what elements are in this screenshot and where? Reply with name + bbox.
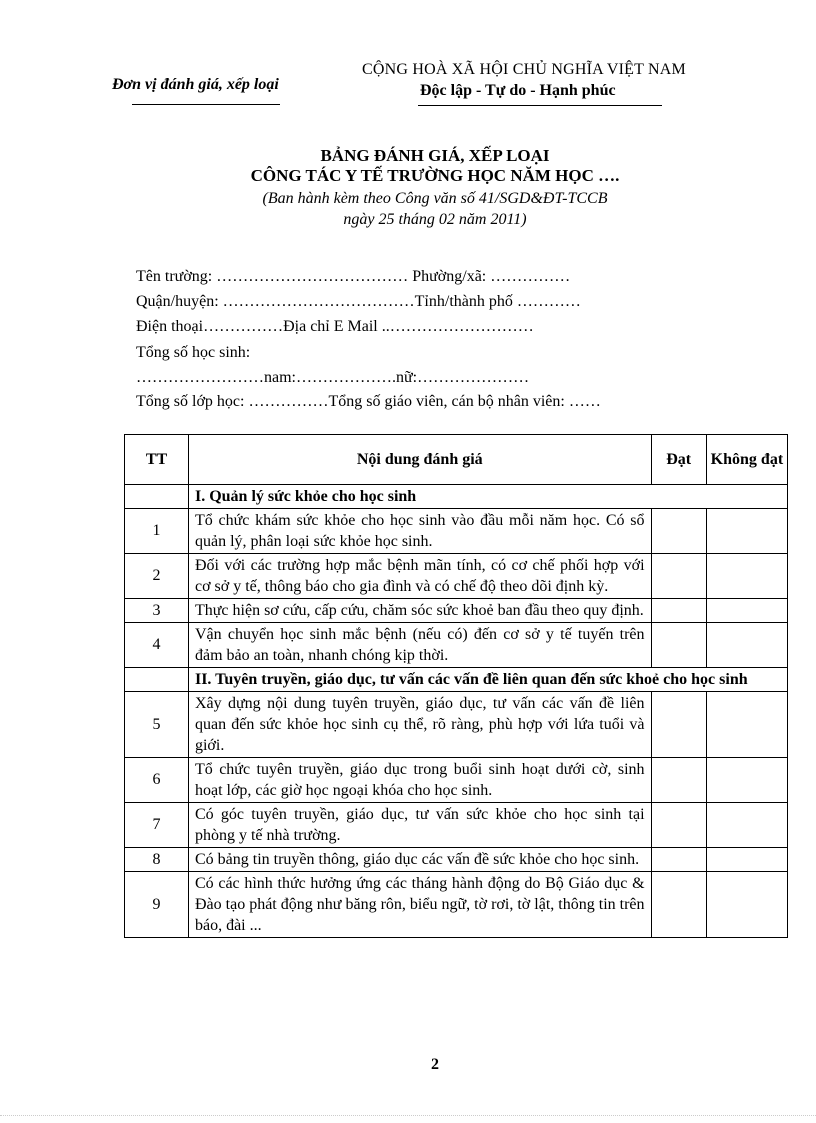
header-dat: Đạt <box>651 435 706 485</box>
table-row <box>125 623 788 668</box>
dat-cell <box>651 758 706 803</box>
page-number: 2 <box>431 1056 439 1073</box>
row-number: 8 <box>125 848 189 872</box>
contact-line: Điện thoại……………Địa chỉ E Mail ..……………………… <box>136 318 534 335</box>
evaluation-table <box>124 434 788 938</box>
row-content: Tổ chức khám sức khỏe cho học sinh vào đầu mỗi năm học. Có sổ quản lý, phân loại sức khỏe học sinh. <box>188 509 651 554</box>
dat-cell <box>651 623 706 668</box>
row-number: 4 <box>125 623 189 668</box>
dat-cell <box>651 509 706 554</box>
khong-dat-cell <box>706 872 787 938</box>
section-title: II. Tuyên truyền, giáo dục, tư vấn các vấn đề liên quan đến sức khoẻ cho học sinh <box>188 668 787 692</box>
table-row <box>125 692 788 758</box>
table-row <box>125 554 788 599</box>
table-row <box>125 803 788 848</box>
header-content: Nội dung đánh giá <box>188 435 651 485</box>
table-section-row <box>125 668 788 692</box>
khong-dat-cell <box>706 509 787 554</box>
row-content: Thực hiện sơ cứu, cấp cứu, chăm sóc sức khoẻ ban đầu theo quy định. <box>188 599 651 623</box>
class-staff-line: Tổng số lớp học: ……………Tổng số giáo viên, cán bộ nhân viên: …… <box>136 393 601 410</box>
table-row <box>125 509 788 554</box>
row-content: Vận chuyển học sinh mắc bệnh (nếu có) đến cơ sở y tế tuyến trên đảm bảo an toàn, nhanh chóng kịp thời. <box>188 623 651 668</box>
table-section-row <box>125 485 788 509</box>
org-underline <box>132 104 280 105</box>
row-number <box>125 668 189 692</box>
header-khong-dat: Không đạt <box>706 435 787 485</box>
national-motto: Độc lập - Tự do - Hạnh phúc <box>420 82 616 99</box>
section-title: I. Quản lý sức khỏe cho học sinh <box>188 485 787 509</box>
khong-dat-cell <box>706 758 787 803</box>
school-name-line: Tên trường: ……………………………… Phường/xã: …………… <box>136 268 571 285</box>
row-number: 3 <box>125 599 189 623</box>
row-content: Có bảng tin truyền thông, giáo dục các vấn đề sức khỏe cho học sinh. <box>188 848 651 872</box>
table-row <box>125 848 788 872</box>
row-content: Có các hình thức hưởng ứng các tháng hành động do Bộ Giáo dục & Đào tạo phát động như băng rôn, biểu ngữ, tờ rơi, tờ lật, thông tin trên báo, đài ... <box>188 872 651 938</box>
district-line: Quận/huyện: ………………………………Tỉnh/thành phố ………… <box>136 293 581 310</box>
row-number: 9 <box>125 872 189 938</box>
khong-dat-cell <box>706 848 787 872</box>
dat-cell <box>651 692 706 758</box>
table-header-row <box>125 435 788 485</box>
khong-dat-cell <box>706 623 787 668</box>
national-title: CỘNG HOÀ XÃ HỘI CHỦ NGHĨA VIỆT NAM <box>362 61 686 78</box>
table-row <box>125 599 788 623</box>
student-total-line: Tổng số học sinh: <box>136 344 251 361</box>
row-content: Xây dựng nội dung tuyên truyền, giáo dục, tư vấn các vấn đề liên quan đến sức khỏe học sinh cụ thể, rõ ràng, phù hợp với lứa tuổi và giới. <box>188 692 651 758</box>
dat-cell <box>651 872 706 938</box>
student-gender-line: ……………………nam:……………….nữ:………………… <box>136 369 530 386</box>
khong-dat-cell <box>706 803 787 848</box>
motto-underline <box>418 105 662 106</box>
dat-cell <box>651 599 706 623</box>
evaluating-unit-label: Đơn vị đánh giá, xếp loại <box>112 76 279 93</box>
table-row <box>125 872 788 938</box>
doc-subtitle-line2: ngày 25 tháng 02 năm 2011) <box>343 211 527 228</box>
table-row <box>125 758 788 803</box>
doc-title-line1: BẢNG ĐÁNH GIÁ, XẾP LOẠI <box>320 146 550 165</box>
row-number: 5 <box>125 692 189 758</box>
doc-subtitle-line1: (Ban hành kèm theo Công văn số 41/SGD&ĐT-TCCB <box>262 190 608 207</box>
row-content: Có góc tuyên truyền, giáo dục, tư vấn sức khỏe cho học sinh tại phòng y tế nhà trường. <box>188 803 651 848</box>
dat-cell <box>651 848 706 872</box>
row-number: 7 <box>125 803 189 848</box>
khong-dat-cell <box>706 554 787 599</box>
doc-title-line2: CÔNG TÁC Y TẾ TRƯỜNG HỌC NĂM HỌC …. <box>250 166 620 185</box>
page-bottom-divider <box>0 1115 816 1116</box>
row-content: Tổ chức tuyên truyền, giáo dục trong buổi sinh hoạt dưới cờ, sinh hoạt lớp, các giờ học ngoại khóa cho học sinh. <box>188 758 651 803</box>
header-tt: TT <box>125 435 189 485</box>
row-content: Đối với các trường hợp mắc bệnh mãn tính, có cơ chế phối hợp với cơ sở y tế, thông báo cho gia đình và có chế độ theo dõi định kỳ. <box>188 554 651 599</box>
khong-dat-cell <box>706 599 787 623</box>
dat-cell <box>651 803 706 848</box>
khong-dat-cell <box>706 692 787 758</box>
row-number: 2 <box>125 554 189 599</box>
row-number: 6 <box>125 758 189 803</box>
dat-cell <box>651 554 706 599</box>
row-number <box>125 485 189 509</box>
row-number: 1 <box>125 509 189 554</box>
